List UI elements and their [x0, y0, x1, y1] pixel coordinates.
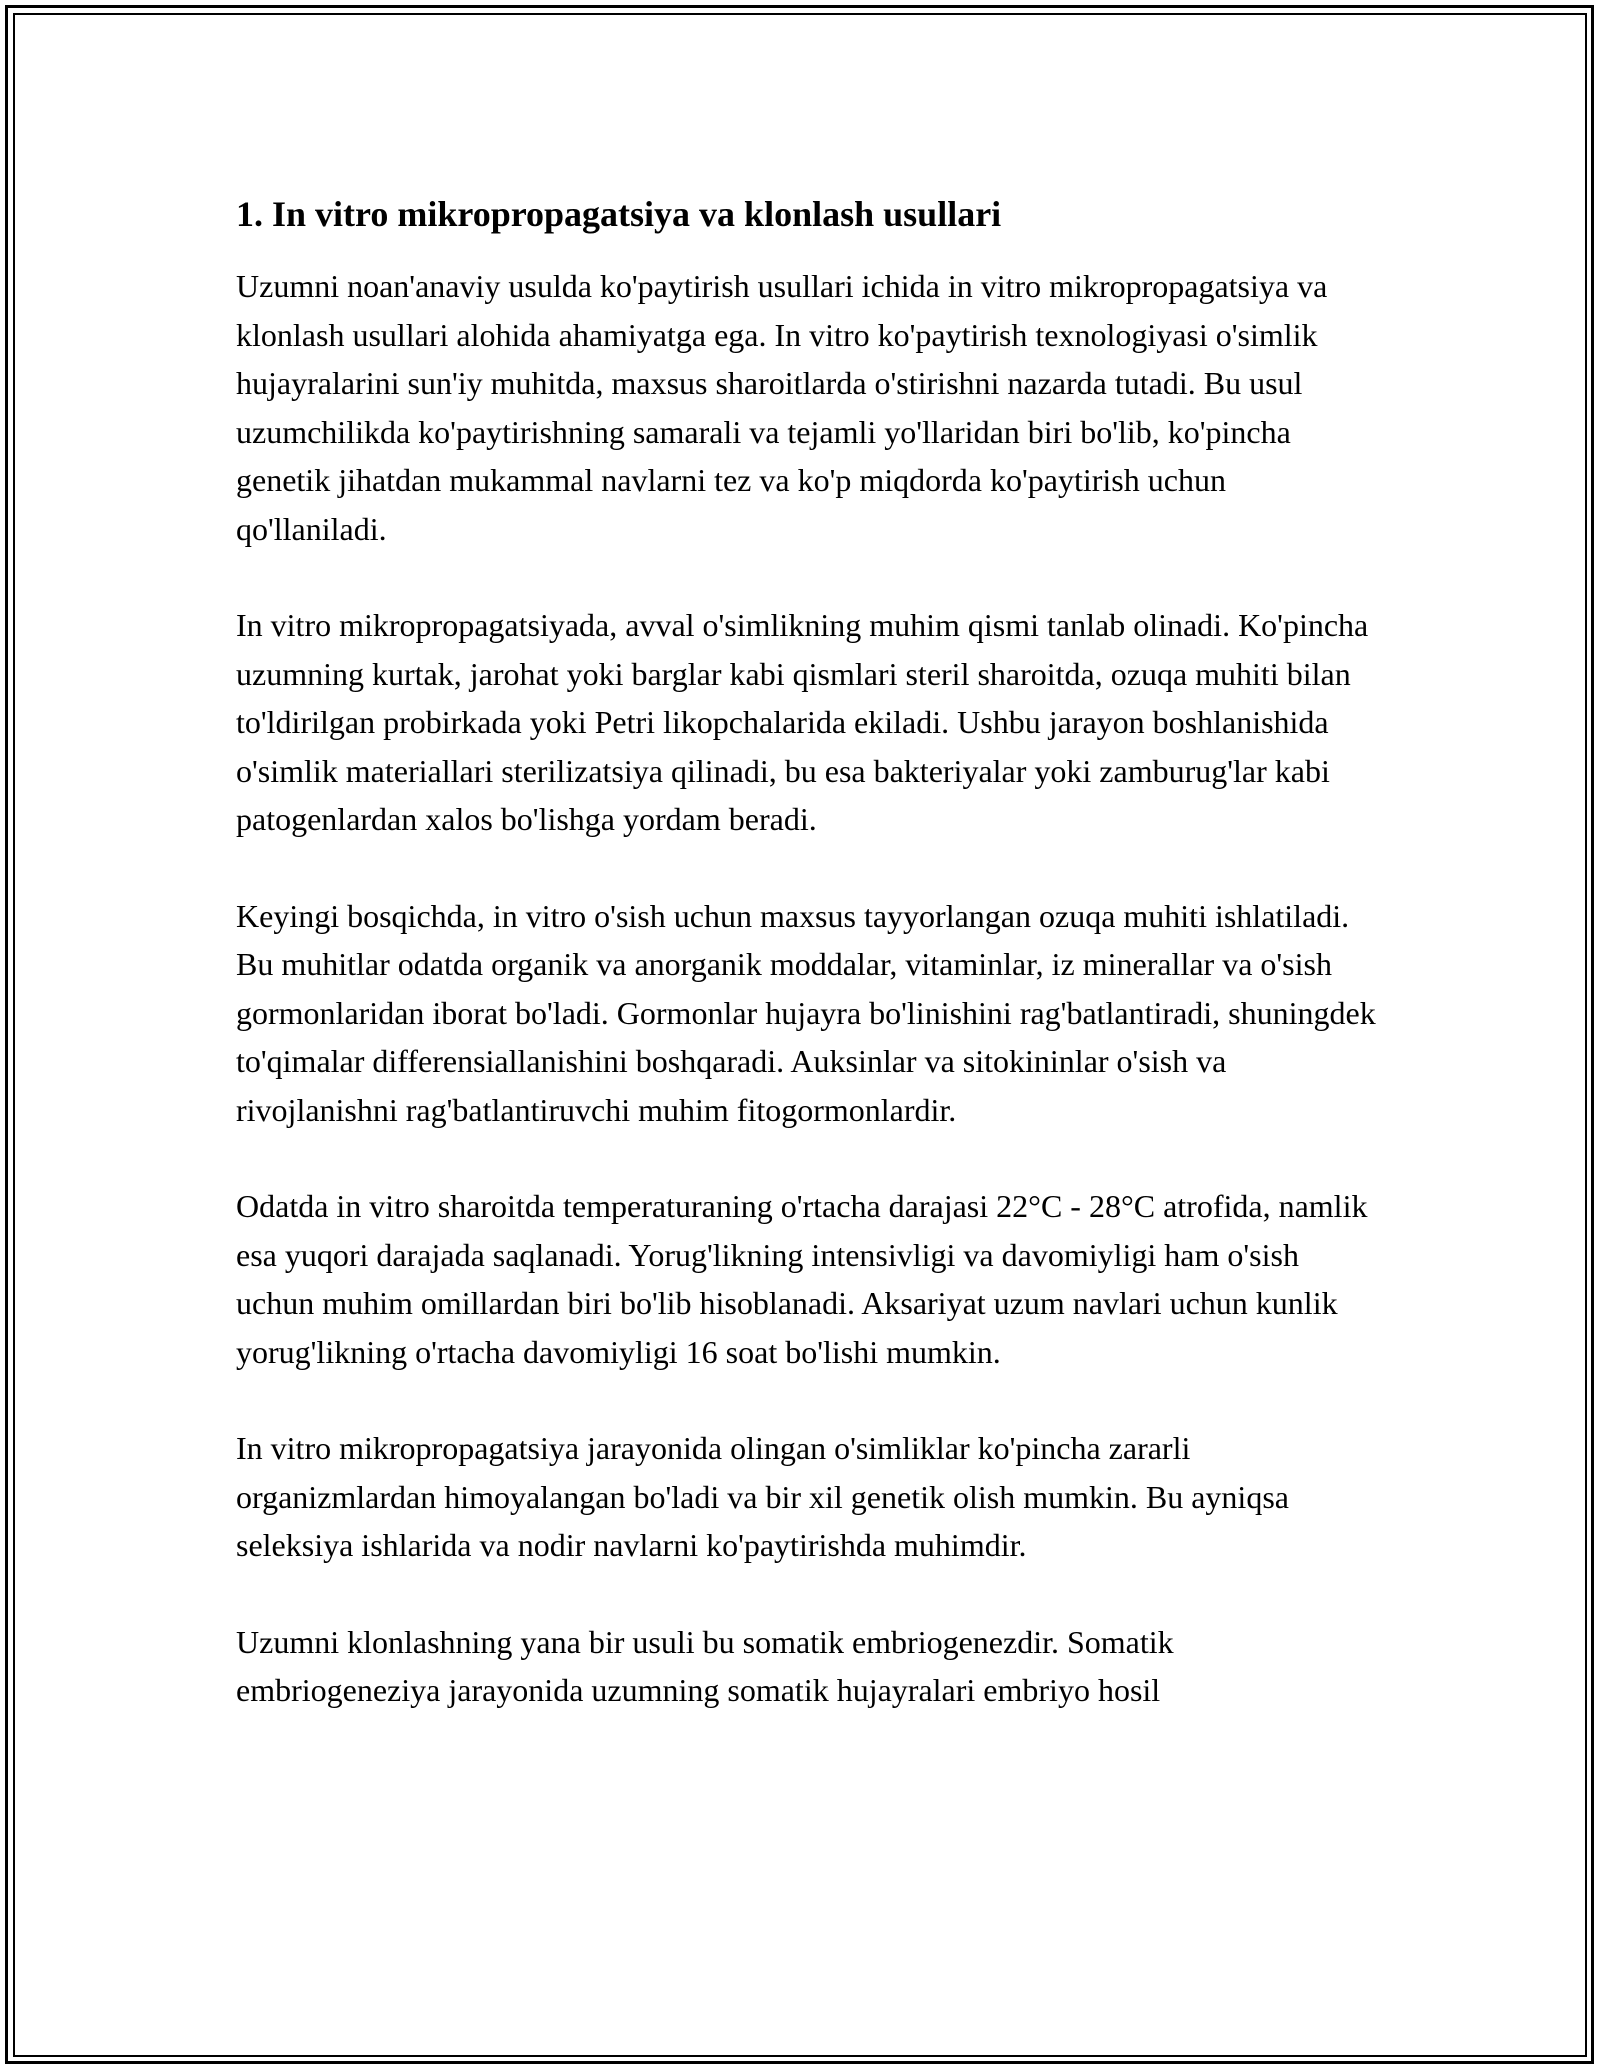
paragraph-5: In vitro mikropropagatsiya jarayonida olingan o'simliklar ko'pincha zararli organizmlardan himoyalangan bo'ladi va bir xil genetik olish mumkin. Bu ayniqsa seleksiya ishlarida va nodir navlarni ko'paytirishda muhimdir. [236, 1430, 1289, 1563]
paragraph-6: Uzumni klonlashning yana bir usuli bu somatik embriogenezdir. Somatik embriogeneziya jarayonida uzumning somatik hujayralari embriyo hosil [236, 1623, 1174, 1708]
paragraph-4: Odatda in vitro sharoitda temperaturaning o'rtacha darajasi 22°C - 28°C atrofida, namlik esa yuqori darajada saqlanadi. Yorug'likning intensivligi va davomiyligi ham o'sish uchun muhim omillardan biri bo'lib hisoblanadi. Aksariyat uzum navlari uchun kunlik yorug'likning o'rtacha davomiyligi 16 soat bo'lishi mumkin. [236, 1188, 1368, 1370]
paragraph-2: In vitro mikropropagatsiyada, avval o'simlikning muhim qismi tanlab olinadi. Ko'pincha uzumning kurtak, jarohat yoki barglar kabi qismlari steril sharoitda, ozuqa muhiti bilan to'ldirilgan probirkada yoki Petri likopchalarida ekiladi. Ushbu jarayon boshlanishida o'simlik materiallari sterilizatsiya qilinadi, bu esa bakteriyalar yoki zamburug'lar kabi patogenlardan xalos bo'lishga yordam beradi. [236, 607, 1369, 837]
paragraph-1: Uzumni noan'anaviy usulda ko'paytirish usullari ichida in vitro mikropropagatsiya va klonlash usullari alohida ahamiyatga ega. In vitro ko'paytirish texnologiyasi o'simlik hujayralarini sun'iy muhitda, maxsus sharoitlarda o'stirishni nazarda tutadi. Bu usul uzumchilikda ko'paytirishning samarali va tejamli yo'llaridan biri bo'lib, ko'pincha genetik jihatdan mukammal navlarni tez va ko'p miqdorda ko'paytirish uchun qo'llaniladi. [236, 268, 1328, 547]
section-heading: 1. In vitro mikropropagatsiya va klonlash usullari [236, 194, 1002, 234]
document-body [236, 186, 1376, 1763]
paragraph-3: Keyingi bosqichda, in vitro o'sish uchun maxsus tayyorlangan ozuqa muhiti ishlatiladi. Bu muhitlar odatda organik va anorganik moddalar, vitaminlar, iz minerallar va o'sish gormonlaridan iborat bo'ladi. Gormonlar hujayra bo'linishini rag'batlantiradi, shuningdek to'qimalar differensiallanishini boshqaradi. Auksinlar va sitokininlar o'sish va rivojlanishni rag'batlantiruvchi muhim fitogormonlardir. [236, 897, 1376, 1128]
